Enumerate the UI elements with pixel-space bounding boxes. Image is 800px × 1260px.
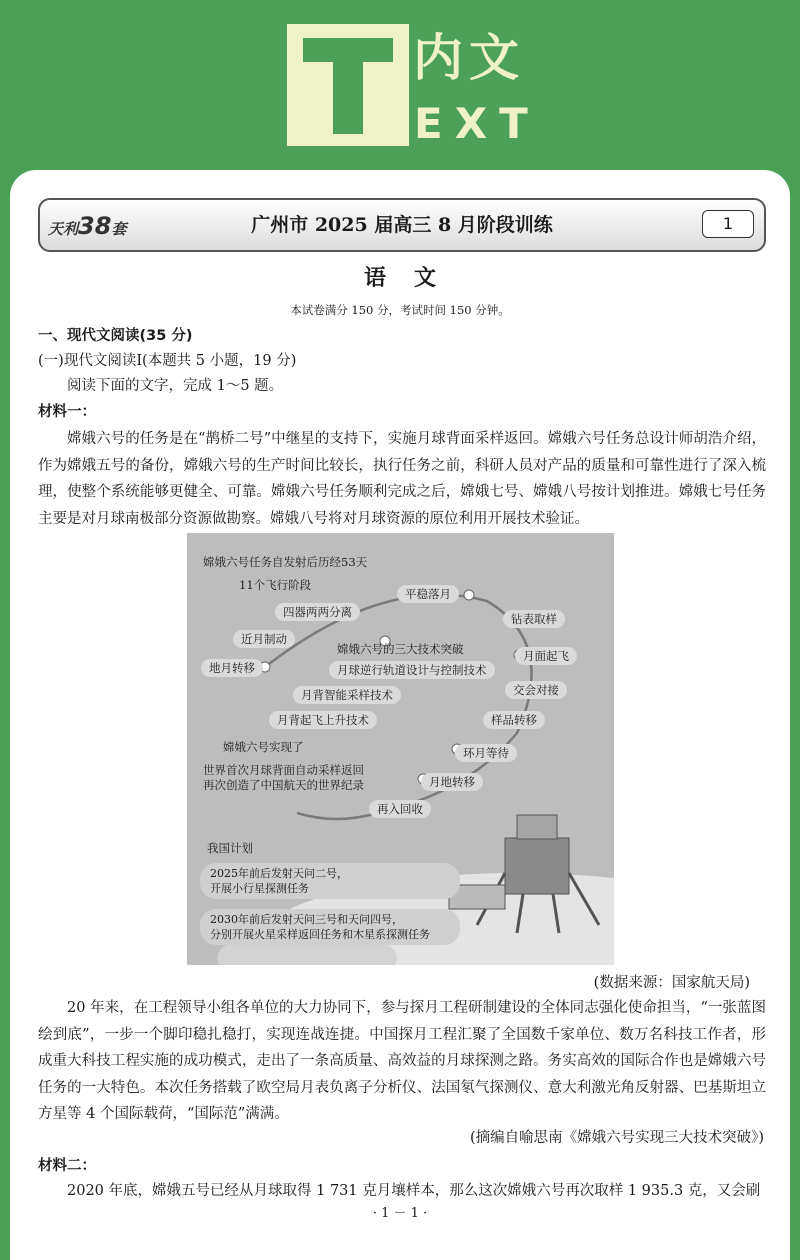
brand-suffix: 套	[111, 220, 127, 238]
stage-5: 钻表取样	[503, 610, 565, 628]
stage-2: 近月制动	[233, 630, 295, 648]
figure-source: (数据来源：国家航天局)	[593, 975, 750, 991]
plan-2	[200, 909, 460, 945]
section-instruction: 阅读下面的文字，完成 1～5 题。	[67, 378, 284, 394]
achievement-line1: 世界首次月球背面自动采样返回	[203, 763, 364, 777]
achievement-line2: 再次创造了中国航天的世界纪录	[203, 778, 364, 792]
plan-1-line2: 开展小行星探测任务	[210, 882, 309, 895]
plan-2-line2: 分别开展火星采样返回任务和木星系探测任务	[210, 928, 430, 941]
material1-paragraph1: 嫦娥六号的任务是在“鹊桥二号”中继星的支持下，实施月球背面采样返回。嫦娥六号任务总设计师胡浩介绍，作为嫦娥五号的备份，嫦娥六号的生产时间比较长，执行任务之前，科研人员对产品的质量和可靠性进行了深入梳理，使整个系统能够更健全、可靠。嫦娥六号任务顺利完成之后，嫦娥七号、嫦娥八号按计划推进。嫦娥七号任务主要是对月球南极部分资源做勘察。嫦娥八号将对月球资源的原位利用开展技术验证。	[38, 431, 766, 527]
brand-logo	[48, 212, 126, 240]
stage-6: 月面起飞	[515, 647, 577, 665]
achievement-title: 嫦娥六号实现了	[223, 740, 304, 754]
exam-note: 本试卷满分 150 分，考试时间 150 分钟。	[290, 303, 510, 317]
material1-paragraph2: 20 年来，在工程领导小组各单位的大力协同下，参与探月工程研制建设的全体同志强化使命担当，“一张蓝图绘到底”，一步一个脚印稳扎稳打，实现连战连捷。中国探月工程汇聚了全国数千家单位、数万名科技工作者，形成重大科技工程实施的成功模式，走出了一条高质量、高效益的月球探测之路。务实高效的国际合作也是嫦娥六号任务的一大特色。本次任务搭载了欧空局月表负离子分析仪、法国氡气探测仪、意大利激光角反射器、巴基斯坦立方星等 4 个国际载荷，“国际范”满满。	[38, 1000, 766, 1122]
stage-8: 样品转移	[483, 711, 545, 729]
material2-label: 材料二：	[38, 1158, 96, 1174]
plan-1-line1: 2025年前后发射天问二号，	[210, 867, 348, 880]
page-number: · 1 － 1 ·	[372, 1206, 428, 1221]
brand-prefix: 天利	[48, 220, 79, 238]
breakthrough-2: 月背智能采样技术	[293, 686, 401, 704]
stage-10: 月地转移	[421, 773, 483, 791]
section-subheading: (一)现代文阅读Ⅰ(本题共 5 小题，19 分)	[38, 353, 297, 369]
mission-infographic	[187, 533, 614, 965]
plan-1	[200, 863, 460, 899]
stage-3: 四器两两分离	[275, 603, 360, 621]
subject-title: 语文	[363, 265, 464, 291]
plan-title: 我国计划	[207, 841, 253, 855]
material1-label: 材料一：	[38, 404, 96, 420]
fig-phase-count: 11个飞行阶段	[239, 578, 312, 592]
exam-paper	[10, 170, 790, 1260]
logo-chinese-text: 内文	[413, 29, 525, 87]
breakthrough-1: 月球逆行轨道设计与控制技术	[329, 661, 495, 679]
exam-banner	[38, 198, 766, 252]
breakthrough-title: 嫦娥六号的三大技术突破	[337, 642, 464, 656]
section-heading: 一、现代文阅读(35 分)	[38, 328, 193, 344]
stage-1: 地月转移	[201, 659, 263, 677]
exam-title: 广州市 2025 届高三 8 月阶段训练	[251, 214, 553, 236]
fig-title: 嫦娥六号任务自发射后历经53天	[203, 555, 368, 569]
stage-7: 交会对接	[505, 681, 567, 699]
stage-9: 环月等待	[455, 744, 517, 762]
plan-2-line1: 2030年前后发射天问三号和天问四号，	[210, 913, 403, 926]
brand-number: 38	[78, 212, 112, 240]
stage-11: 再入回收	[369, 800, 431, 818]
material2-paragraph1: 2020 年底，嫦娥五号已经从月球取得 1 731 克月壤样本，那么这次嫦娥六号再次取样 1 935.3 克，又会刷	[67, 1183, 761, 1199]
logo-english-text: EXT	[414, 99, 540, 148]
breakthrough-3: 月背起飞上升技术	[269, 711, 377, 729]
material1-citation: (摘编自喻思南《嫦娥六号实现三大技术突破》)	[469, 1130, 764, 1146]
logo-t-letter	[287, 24, 409, 146]
stage-4: 平稳落月	[397, 585, 459, 603]
page-box: 1	[702, 210, 754, 238]
